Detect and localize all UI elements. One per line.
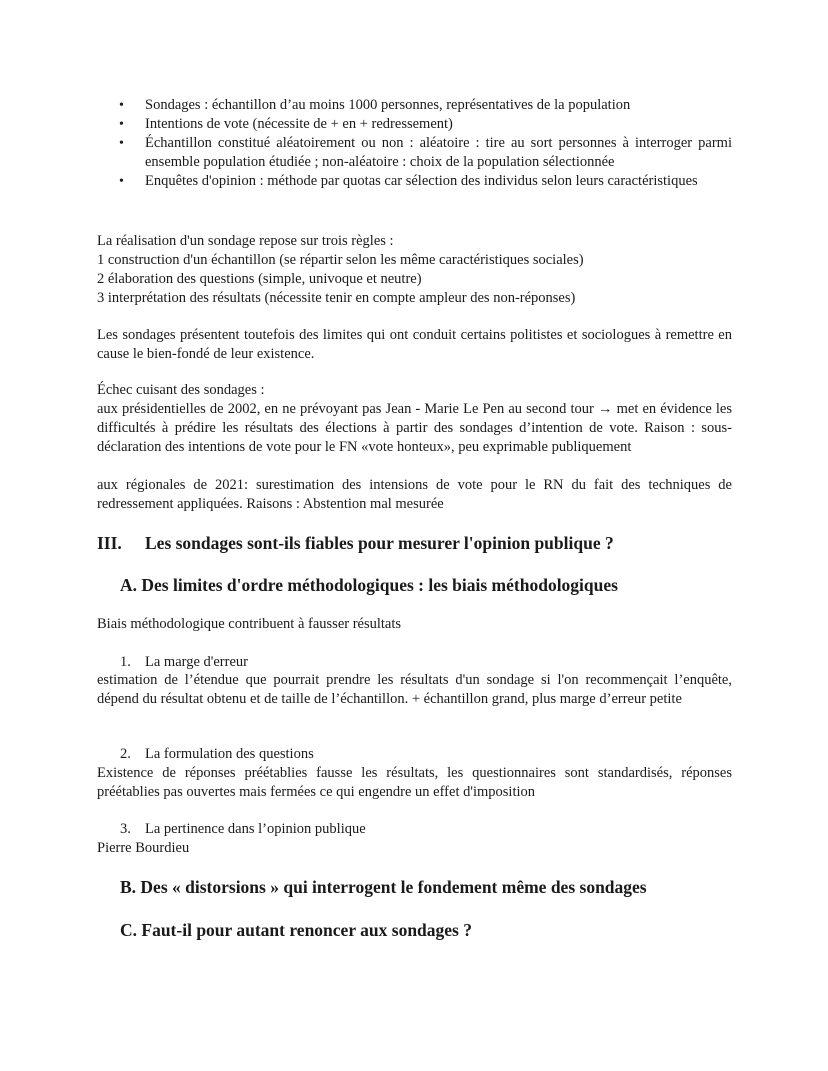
section-title: Les sondages sont-ils fiables pour mesurer l'opinion publique ? <box>145 533 614 553</box>
bullet-icon: • <box>119 98 124 113</box>
list-item: • Sondages : échantillon d’au moins 1000 personnes, représentatives de la population <box>119 97 631 113</box>
section-c-heading: C. Faut-il pour autant renoncer aux sondages ? <box>120 920 472 940</box>
section-3-heading <box>97 532 614 554</box>
item-3-title: 3. La pertinence dans l’opinion publique <box>120 821 366 837</box>
item-1-body: estimation de l’étendue que pourrait prendre les résultats d'un sondage si l'on recommençait l’enquête, dépend du résultat obtenu et de taille de l’échantillon. + échantillon grand, plus marge d’erreur petite <box>97 672 732 707</box>
bullet-list <box>97 96 732 191</box>
failure-2002-paragraph: aux présidentielles de 2002, en ne prévoyant pas Jean - Marie Le Pen au second tour → met en évidence les difficultés à prédire les résultats des élections à partir des sondages d’intention de vote. Raison : sous-déclaration des intentions de vote pour le FN «vote honteux», peu exprimable publiquement <box>97 401 732 455</box>
item-3-body: Pierre Bourdieu <box>97 840 190 856</box>
rule-item: 2 élaboration des questions (simple, univoque et neutre) <box>97 271 422 287</box>
failure-2021-paragraph: aux régionales de 2021: surestimation des intensions de vote pour le RN du fait des techniques de redressement appliquées. Raisons : Abstention mal mesurée <box>97 477 732 512</box>
section-b-heading: B. Des « distorsions » qui interrogent le fondement même des sondages <box>120 877 647 897</box>
item-1-title: 1. La marge d'erreur <box>120 654 248 670</box>
rule-item: 3 interprétation des résultats (nécessite tenir en compte ampleur des non-réponses) <box>97 290 576 306</box>
bullet-icon: • <box>119 174 124 189</box>
list-item: • Enquêtes d'opinion : méthode par quotas car sélection des individus selon leurs caractéristiques <box>119 173 698 189</box>
rules-intro: La réalisation d'un sondage repose sur trois règles : <box>97 233 394 249</box>
rule-item: 1 construction d'un échantillon (se répartir selon les même caractéristiques sociales) <box>97 252 584 268</box>
bullet-icon: • <box>119 117 124 132</box>
item-2-body: Existence de réponses préétablies fausse les résultats, les questionnaires sont standardisés, réponses préétablies pas ouvertes mais fermées ce qui engendre un effet d'imposition <box>97 765 732 800</box>
list-item: • Intentions de vote (nécessite de + en + redressement) <box>119 116 453 132</box>
biais-intro: Biais méthodologique contribuent à fausser résultats <box>97 616 402 632</box>
item-2-title: 2. La formulation des questions <box>120 746 314 762</box>
failures-title: Échec cuisant des sondages : <box>97 382 265 398</box>
bullet-icon: • <box>119 136 124 151</box>
section-a-heading: A. Des limites d'ordre méthodologiques : les biais méthodologiques <box>120 575 618 595</box>
limits-paragraph: Les sondages présentent toutefois des limites qui ont conduit certains politistes et sociologues à remettre en cause le bien-fondé de leur existence. <box>97 327 732 362</box>
section-number: III. <box>97 533 122 553</box>
list-item: • Échantillon constitué aléatoirement ou non : aléatoire : tire au sort personnes à interroger parmi ensemble population étudiée ; non-aléatoire : choix de la population sélectionnée <box>119 135 732 170</box>
